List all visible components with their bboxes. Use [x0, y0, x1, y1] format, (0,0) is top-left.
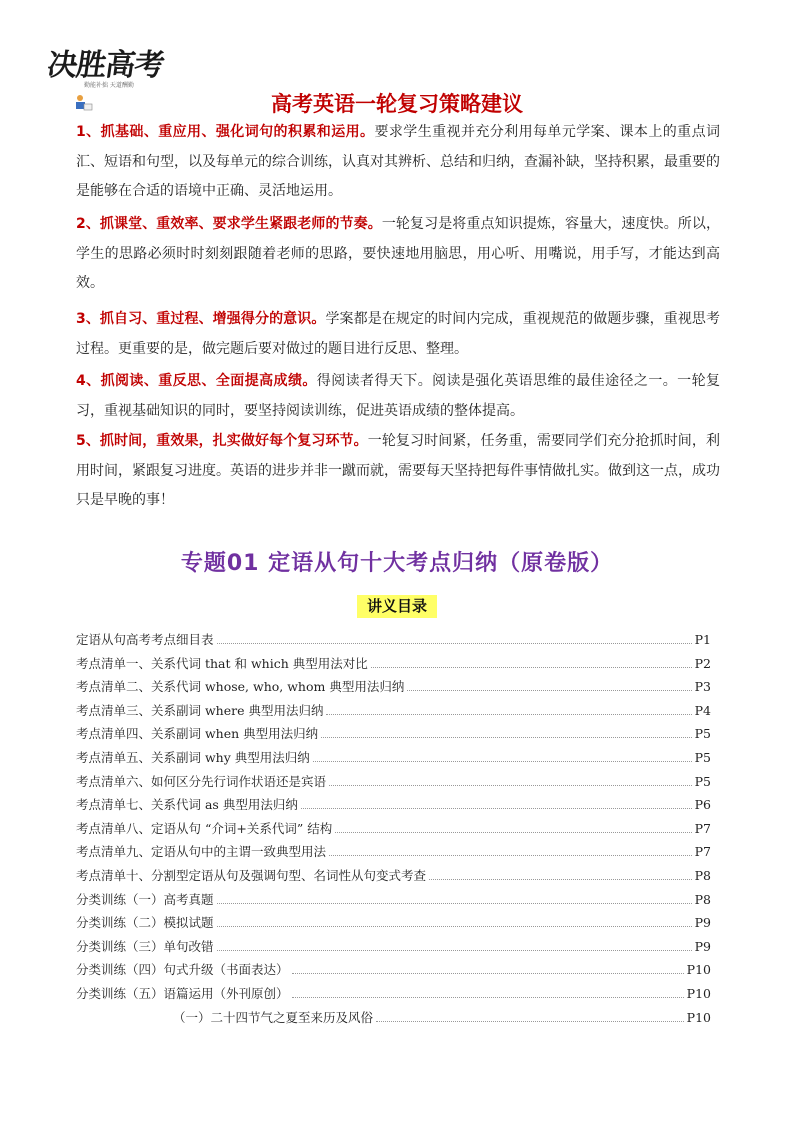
strategy-heading: 5、抓时间，重效果，扎实做好每个复习环节。 — [76, 433, 368, 449]
strategy-body: 学案都是在规定的时间内完成，重视规范的做题步骤，重视思考过程。更重要的是，做完题后要对做过的题目进行反思、整理。 — [76, 311, 721, 357]
strategy-paragraph-3 — [76, 305, 720, 364]
toc-page: P9 — [694, 938, 711, 954]
toc-leader — [329, 771, 692, 786]
page-title: 高考英语一轮复习策略建议 — [271, 92, 523, 116]
toc-entry-text: 定语从句高考考点细目表 — [76, 632, 214, 647]
toc-entry-text: 考点清单九、定语从句中的主谓一致典型用法 — [76, 844, 327, 860]
toc-leader — [217, 912, 692, 927]
toc-leader — [313, 747, 692, 762]
toc-entry-text: 分类训练（一）高考真题 — [76, 891, 214, 907]
strategy-body: 要求学生重视并充分利用每单元学案、课本上的重点词汇、短语和句型，以及每单元的综合训练，认真对其辨析、总结和归纳，查漏补缺，坚持积累，最重要的是能够在合适的语境中正确、灵活地运用。 — [76, 124, 720, 199]
toc-page: P7 — [694, 820, 711, 836]
toc-entry[interactable] — [76, 958, 711, 982]
toc-leader — [326, 700, 691, 715]
toc-entry-text: 分类训练（五）语篇运用（外刊原创） — [76, 985, 289, 1001]
toc-page: P6 — [694, 797, 711, 813]
strategy-body: 得阅读者得天下。阅读是强化英语思维的最佳途径之一。一轮复习，重视基础知识的同时，要坚持阅读训练，促进英语成绩的整体提高。 — [76, 373, 720, 419]
toc-leader — [217, 889, 692, 904]
toc-entry-text: 考点清单十、分割型定语从句及强调句型、名词性从句变式考查 — [76, 867, 427, 883]
toc-heading: 讲义目录 — [357, 595, 437, 618]
strategy-body: 一轮复习时间紧，任务重，需要同学们充分抢抓时间，利用时间，紧跟复习进度。英语的进步并非一蹴而就，需要每天坚持把每件事情做扎实。做到这一点，成功只是早晚的事！ — [76, 433, 720, 508]
toc-page: P3 — [694, 679, 711, 695]
toc-entry[interactable] — [76, 888, 711, 912]
toc-leader — [292, 959, 684, 974]
strategy-paragraph-2 — [76, 210, 720, 299]
toc-entry-text: 分类训练（二）模拟试题 — [76, 915, 214, 931]
toc-entry[interactable] — [76, 935, 711, 959]
toc-page: P10 — [686, 962, 711, 978]
toc-page: P8 — [694, 867, 711, 883]
toc-entry[interactable] — [76, 652, 711, 676]
toc-entry[interactable] — [76, 722, 711, 746]
strategy-heading: 3、抓自习、重过程、增强得分的意识。 — [76, 311, 326, 327]
toc-page: P2 — [694, 655, 711, 671]
logo-text: 决胜高考 — [45, 48, 166, 83]
toc-entry-text: 考点清单六、如何区分先行词作状语还是宾语 — [76, 773, 327, 789]
toc-page: P5 — [694, 749, 711, 765]
toc-entry[interactable] — [76, 911, 711, 935]
logo-subtext: 勤能补拙 天道酬勤 — [84, 82, 134, 89]
toc-leader — [371, 653, 692, 668]
strategy-paragraph-1 — [76, 118, 720, 207]
toc-entry-text: 考点清单五、关系副词 why 典型用法归纳 — [76, 749, 310, 765]
toc-entry[interactable] — [76, 675, 711, 699]
toc-entry-text: 考点清单七、关系代词 as 典型用法归纳 — [76, 797, 298, 813]
toc-page: P5 — [694, 773, 711, 789]
toc-entry[interactable] — [76, 864, 711, 888]
toc-leader — [329, 841, 692, 856]
strategy-paragraph-4 — [76, 367, 720, 426]
toc-entry-text: 考点清单八、定语从句 “介词+关系代词” 结构 — [76, 820, 333, 836]
toc-leader — [292, 983, 684, 998]
strategy-heading: 2、抓课堂、重效率、要求学生紧跟老师的节奏。 — [76, 216, 382, 232]
table-of-contents — [76, 628, 711, 1029]
toc-subentry[interactable] — [76, 1006, 711, 1030]
toc-entry[interactable] — [76, 793, 711, 817]
toc-page: P4 — [694, 702, 711, 718]
toc-entry[interactable] — [76, 817, 711, 841]
topic-title: 专题01 定语从句十大考点归纳（原卷版） — [180, 551, 614, 576]
toc-leader — [407, 676, 691, 691]
toc-entry-text: 分类训练（四）句式升级（书面表达） — [76, 962, 289, 978]
toc-entry[interactable] — [76, 982, 711, 1006]
toc-entry-text: 考点清单一、关系代词 that 和 which 典型用法对比 — [76, 655, 368, 671]
toc-leader — [217, 629, 692, 644]
toc-entry[interactable] — [76, 746, 711, 770]
toc-entry-text: 考点清单三、关系副词 where 典型用法归纳 — [76, 702, 324, 718]
toc-leader — [376, 1007, 684, 1022]
toc-entry-text: 考点清单二、关系代词 whose, who, whom 典型用法归纳 — [76, 679, 405, 695]
toc-leader — [335, 818, 691, 833]
toc-page: P5 — [694, 726, 711, 742]
toc-page: P8 — [694, 891, 711, 907]
toc-page: P10 — [686, 985, 711, 1001]
strategy-heading: 4、抓阅读、重反思、全面提高成绩。 — [76, 373, 317, 389]
toc-page: P1 — [694, 632, 711, 647]
toc-leader — [301, 794, 692, 809]
toc-leader — [321, 723, 691, 738]
toc-entry[interactable] — [76, 628, 711, 652]
strategy-paragraph-5 — [76, 427, 720, 516]
toc-entry-text: （一）二十四节气之夏至来历及风俗 — [173, 1009, 374, 1025]
toc-leader — [429, 865, 692, 880]
strategy-body: 一轮复习是将重点知识提炼，容量大，速度快。所以，学生的思路必须时时刻刻跟随着老师的思路，要快速地用脑思，用心听、用嘴说，用手写，才能达到高效。 — [76, 216, 720, 291]
toc-entry[interactable] — [76, 840, 711, 864]
toc-leader — [217, 936, 692, 951]
toc-entry[interactable] — [76, 770, 711, 794]
toc-entry-text: 考点清单四、关系副词 when 典型用法归纳 — [76, 726, 319, 742]
toc-page: P7 — [694, 844, 711, 860]
toc-entry-text: 分类训练（三）单句改错 — [76, 938, 214, 954]
toc-page: P10 — [686, 1009, 711, 1025]
strategy-heading: 1、抓基础、重应用、强化词句的积累和运用。 — [76, 124, 375, 140]
toc-entry[interactable] — [76, 699, 711, 723]
toc-page: P9 — [694, 915, 711, 931]
